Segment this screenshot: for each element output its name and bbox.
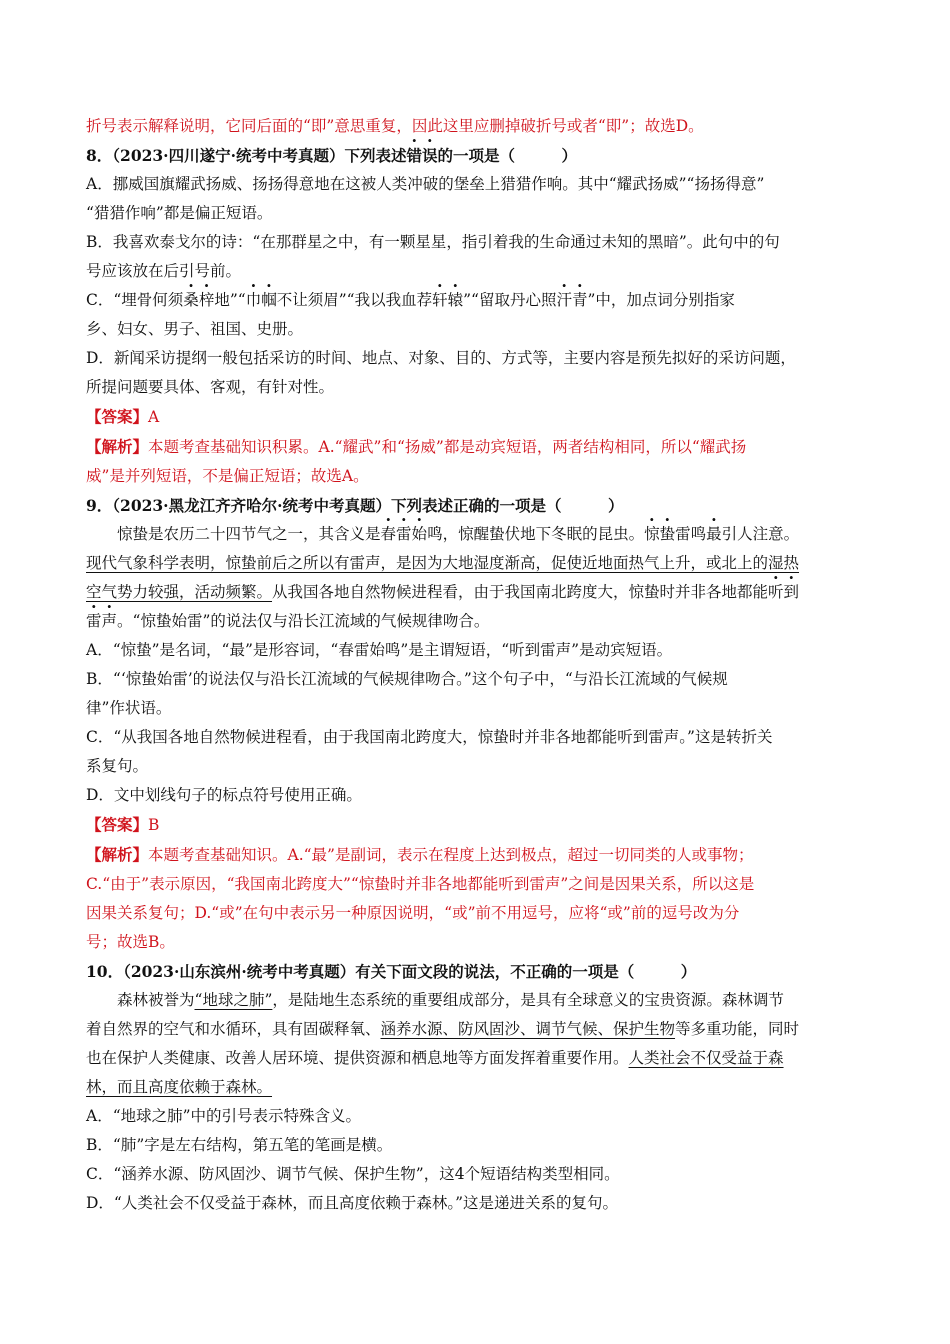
- option-c: C．“从我国各地自然物候进程看，由于我国南北跨度大，惊蛰时并非各地都能听到雷声。”这是转折关: [86, 728, 773, 746]
- passage-line: 森林被誉为“地球之肺”，是陆地生态系统的重要组成部分，是具有全球意义的宝贵资源。森林调节: [117, 991, 784, 1009]
- option-d-cont: 所提问题要具体、客观，有针对性。: [86, 378, 335, 396]
- analysis-line: 【解析】本题考查基础知识积累。A.“耀武”和“扬威”都是动宾短语，两者结构相同，所以“耀武扬: [86, 437, 747, 456]
- analysis-line-cont: C.“由于”表示原因，“我国南北跨度大”“惊蛰时并非各地都能听到雷声”之间是因果关系，所以这是: [86, 875, 755, 893]
- option-b-cont: 律”作状语。: [86, 699, 172, 717]
- passage-line: 着自然界的空气和水循环，具有固碳释氧、涵养水源、防风固沙、调节气候、保护生物等多重功能，同时: [86, 1020, 800, 1038]
- option-d: D．新闻采访提纲一般包括采访的时间、地点、对象、目的、方式等，主要内容是预先拟好的采访问题，: [86, 349, 796, 367]
- passage-line: 雷声。“惊蛰始雷”的说法仅与沿长江流域的气候规律吻合。: [86, 612, 490, 630]
- option-b: B．“肺”字是左右结构，第五笔的笔画是横。: [86, 1136, 393, 1154]
- question-9-stem: 9．（2023·黑龙江齐齐哈尔·统考中考真题）下列表述正确的一项是（ ）: [86, 496, 624, 515]
- analysis-line: 【解析】本题考查基础知识。A.“最”是副词，表示在程度上达到极点，超过一切同类的人或事物；: [86, 845, 754, 864]
- option-a-cont: “猎猎作响”都是偏正短语。: [86, 204, 273, 222]
- passage-line: 林，而且高度依赖于森林。: [86, 1078, 273, 1096]
- option-d: D．“人类社会不仅受益于森林，而且高度依赖于森林。”这是递进关系的复句。: [86, 1194, 619, 1212]
- question-source: （2023·黑龙江齐齐哈尔·统考中考真题）: [112, 496, 391, 515]
- option-c-cont: 系复句。: [86, 757, 149, 775]
- option-c: C．“涵养水源、防风固沙、调节气候、保护生物”，这4个短语结构类型相同。: [86, 1165, 620, 1183]
- passage-line-underlined: 现代气象科学表明，惊蛰前后之所以有雷声，是因为大地湿度渐高，促使近地面热气上升，或北上的湿热: [86, 554, 800, 572]
- option-a: A．“地球之肺”中的引号表示特殊含义。: [86, 1107, 362, 1125]
- analysis-line-cont: 号；故选B。: [86, 933, 175, 951]
- passage-line: 空气势力较强，活动频繁。从我国各地自然物候进程看，由于我国南北跨度大，惊蛰时并非各地都能听到: [86, 583, 800, 601]
- option-a: A．挪威国旗耀武扬威、扬扬得意地在这被人类冲破的堡垒上猎猎作响。其中“耀武扬威”“扬扬得意”: [86, 175, 765, 193]
- question-source: （2023·山东滨州·统考中考真题）: [123, 962, 356, 981]
- answer-line: 【答案】A: [86, 407, 160, 426]
- document-page: [86, 112, 866, 1218]
- question-source: （2023·四川遂宁·统考中考真题）: [112, 146, 345, 165]
- question-8-stem: 8．（2023·四川遂宁·统考中考真题）下列表述错误的一项是（ ）: [86, 146, 578, 165]
- option-d: D．文中划线句子的标点符号使用正确。: [86, 786, 362, 804]
- option-c-cont: 乡、妇女、男子、祖国、史册。: [86, 320, 304, 338]
- analysis-line-cont: 因果关系复句；D.“或”在句中表示另一种原因说明，“或”前不用逗号，应将“或”前的逗号改为分: [86, 904, 740, 922]
- option-b: B．我喜欢泰戈尔的诗：“在那群星之中，有一颗星星，指引着我的生命通过未知的黑暗”。此句中的句: [86, 233, 780, 251]
- answer-line: 【答案】B: [86, 815, 160, 834]
- option-a: A．“惊蛰”是名词，“最”是形容词，“春雷始鸣”是主谓短语，“听到雷声”是动宾短语。: [86, 641, 673, 659]
- option-b: B．“‘惊蛰始雷’的说法仅与沿长江流域的气候规律吻合。”这个句子中，“与沿长江流域的气候规: [86, 670, 728, 688]
- option-b-cont: 号应该放在后引号前。: [86, 262, 242, 280]
- analysis-line-cont: 威”是并列短语，不是偏正短语；故选A。: [86, 467, 369, 485]
- question-10-stem: 10．（2023·山东滨州·统考中考真题）有关下面文段的说法，不正确的一项是（ ）: [86, 962, 697, 981]
- passage-line: 也在保护人类健康、改善人居环境、提供资源和栖息地等方面发挥着重要作用。人类社会不仅受益于森: [86, 1049, 784, 1067]
- option-c: C．“埋骨何须桑梓地”“巾帼不让须眉”“我以我血荐轩辕”“留取丹心照汗青”中，加点词分别指家: [86, 291, 735, 309]
- passage-line: 惊蛰是农历二十四节气之一，其含义是春雷始鸣，惊醒蛰伏地下冬眠的昆虫。惊蛰雷鸣最引人注意。: [117, 525, 800, 543]
- prev-analysis-tail: 折号表示解释说明，它同后面的“即”意思重复，因此这里应删掉破折号或者“即”；故选D。: [86, 117, 704, 135]
